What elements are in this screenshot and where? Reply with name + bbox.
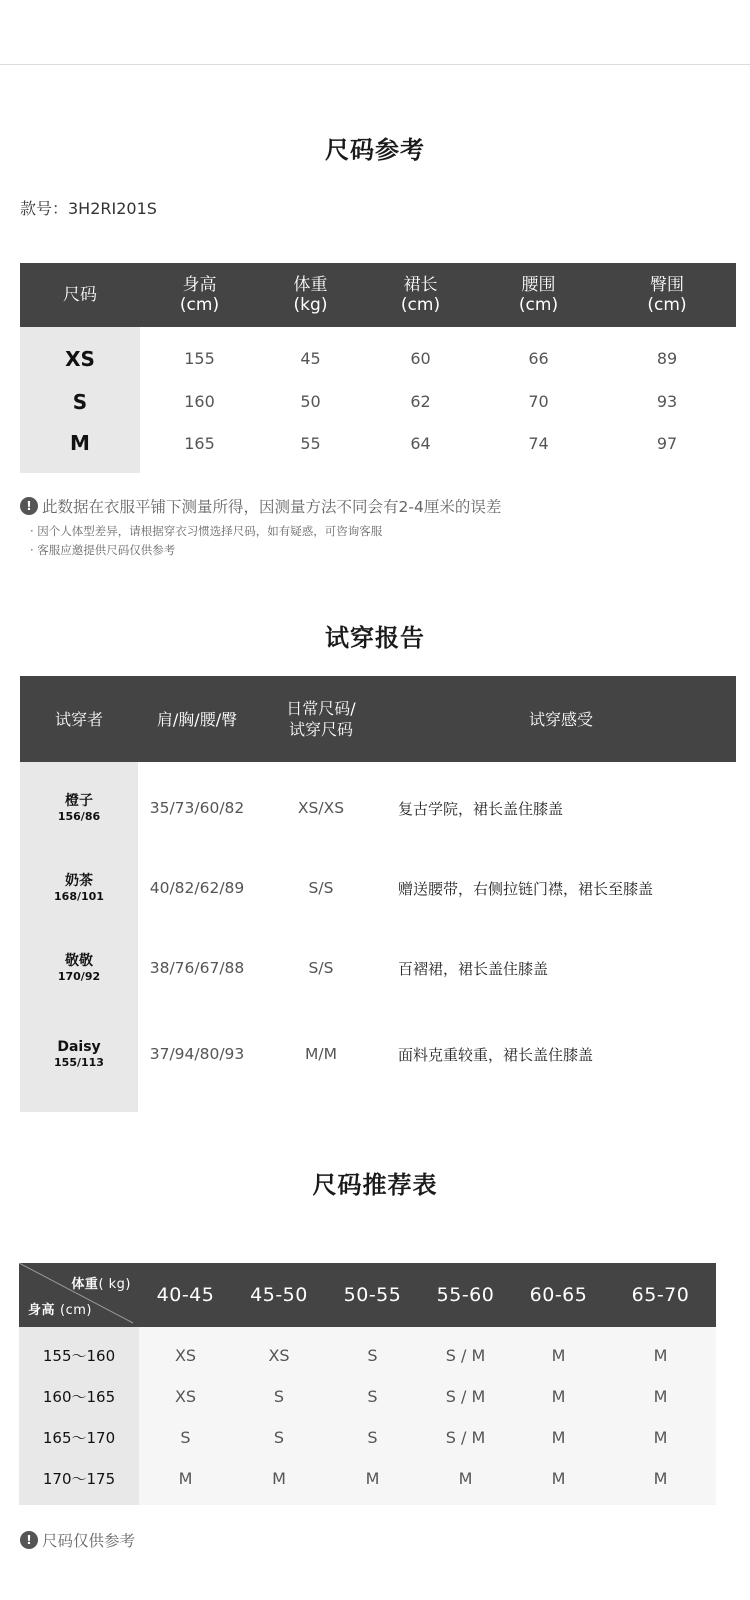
table-cell: S / M xyxy=(419,1417,512,1458)
measurement-note xyxy=(20,495,501,517)
feedback-cell: 面料克重较重，裙长盖住膝盖 xyxy=(398,1045,594,1064)
tester-name: Daisy xyxy=(57,1039,101,1055)
table-row xyxy=(20,327,736,380)
tester-measure: 156/86 xyxy=(57,810,101,823)
table-cell: 89 xyxy=(656,349,678,368)
tester-measure: 170/92 xyxy=(57,970,101,983)
table-header-row xyxy=(19,1263,716,1327)
table-row xyxy=(19,1458,716,1505)
reference-only-note xyxy=(20,1529,135,1551)
table-cell: M xyxy=(605,1458,716,1505)
height-cell: 155～160 xyxy=(19,1327,139,1376)
table-cell: M xyxy=(326,1458,419,1505)
table-cell: 93 xyxy=(656,392,678,411)
table-row xyxy=(20,1008,736,1112)
corner-header xyxy=(19,1263,139,1327)
feedback-cell: 百褶裙，裙长盖住膝盖 xyxy=(398,959,549,978)
table-row xyxy=(19,1417,716,1458)
table-row xyxy=(19,1376,716,1417)
header-skirt-length: 裙长 (cm) xyxy=(362,263,479,327)
table-cell: M xyxy=(139,1458,232,1505)
table-cell: 55 xyxy=(300,433,321,453)
table-cell: 66 xyxy=(528,349,549,368)
table-row xyxy=(19,1327,716,1376)
table-cell: M xyxy=(512,1376,605,1417)
table-row xyxy=(20,762,736,848)
tester-name: 橙子 xyxy=(65,793,93,809)
try-on-report-title: 试穿报告 xyxy=(325,624,425,652)
tester-cell xyxy=(20,928,138,1008)
table-cell: 35/73/60/82 xyxy=(149,799,245,817)
table-cell: S xyxy=(232,1376,326,1417)
weight-header: 60-65 xyxy=(512,1263,605,1327)
height-cell: 165～170 xyxy=(19,1417,139,1458)
table-cell: M xyxy=(605,1376,716,1417)
table-cell: M xyxy=(512,1327,605,1376)
table-cell: M xyxy=(605,1417,716,1458)
table-cell: 155 xyxy=(184,349,215,368)
try-on-report-table xyxy=(20,676,736,1112)
table-cell: 38/76/67/88 xyxy=(149,959,245,977)
size-cell: S xyxy=(20,380,140,423)
table-cell: 50 xyxy=(300,392,321,411)
table-cell: 97 xyxy=(656,433,678,453)
size-reference-title: 尺码参考 xyxy=(325,136,425,164)
table-cell: 60 xyxy=(410,349,431,368)
table-cell: S xyxy=(326,1417,419,1458)
size-recommendation-title: 尺码推荐表 xyxy=(312,1171,438,1199)
header-hip: 臀围 (cm) xyxy=(598,263,736,327)
weight-header: 50-55 xyxy=(326,1263,419,1327)
table-cell: XS xyxy=(139,1376,232,1417)
size-reference-table xyxy=(20,263,736,473)
table-cell: M xyxy=(419,1458,512,1505)
table-header-row xyxy=(20,263,736,327)
table-cell: 64 xyxy=(410,433,431,453)
measurement-note-text: 此数据在衣服平铺下测量所得，因测量方法不同会有2-4厘米的误差 xyxy=(42,498,502,516)
table-cell: S xyxy=(232,1417,326,1458)
header-size: 尺码 xyxy=(20,263,140,327)
table-row xyxy=(20,848,736,928)
header-waist: 腰围 (cm) xyxy=(479,263,598,327)
table-cell: S / M xyxy=(419,1327,512,1376)
table-cell: XS xyxy=(232,1327,326,1376)
tester-cell xyxy=(20,1008,138,1112)
table-header-row xyxy=(20,676,736,762)
table-cell: 160 xyxy=(184,392,215,411)
table-cell: 165 xyxy=(184,433,215,453)
header-weight: 体重 (kg) xyxy=(259,263,362,327)
table-cell: 70 xyxy=(528,392,549,411)
header-feedback: 试穿感受 xyxy=(386,676,736,762)
table-cell: M xyxy=(512,1417,605,1458)
feedback-cell: 赠送腰带，右侧拉链门襟，裙长至膝盖 xyxy=(398,879,654,898)
table-cell: S / M xyxy=(419,1376,512,1417)
table-cell: XS xyxy=(139,1327,232,1376)
table-cell: XS/XS xyxy=(297,799,345,817)
tester-cell xyxy=(20,848,138,928)
note-sub-1: · 因个人体型差异，请根据穿衣习惯选择尺码，如有疑惑，可咨询客服 xyxy=(30,524,383,538)
tester-measure: 168/101 xyxy=(54,890,104,903)
height-cell: 160～165 xyxy=(19,1376,139,1417)
table-cell: 45 xyxy=(300,349,321,368)
info-icon: ! xyxy=(20,497,38,515)
table-cell: M xyxy=(232,1458,326,1505)
table-cell: M xyxy=(605,1327,716,1376)
tester-measure: 155/113 xyxy=(54,1056,104,1069)
table-cell: 62 xyxy=(410,392,431,411)
reference-only-note-text: 尺码仅供参考 xyxy=(42,1532,136,1550)
table-cell: S xyxy=(139,1417,232,1458)
info-icon: ! xyxy=(20,1531,38,1549)
corner-height-label: 身高 (cm) xyxy=(28,1303,93,1318)
table-cell: 74 xyxy=(528,433,549,453)
header-body-measure: 肩/胸/腰/臀 xyxy=(138,676,256,762)
tester-cell xyxy=(20,762,138,848)
top-divider xyxy=(0,64,750,65)
table-row xyxy=(20,928,736,1008)
header-usual-size: 日常尺码/ 试穿尺码 xyxy=(256,676,386,762)
feedback-cell: 复古学院，裙长盖住膝盖 xyxy=(398,799,564,818)
header-tester: 试穿者 xyxy=(20,676,138,762)
table-cell: M xyxy=(512,1458,605,1505)
size-recommendation-table xyxy=(19,1263,716,1505)
table-cell: M/M xyxy=(305,1045,337,1063)
weight-header: 65-70 xyxy=(605,1263,716,1327)
corner-weight-label: 体重( kg) xyxy=(71,1277,131,1292)
table-cell: 40/82/62/89 xyxy=(149,879,245,897)
table-cell: S xyxy=(326,1376,419,1417)
size-cell: M xyxy=(20,423,140,473)
style-number: 款号：3H2RI201S xyxy=(20,199,157,218)
weight-header: 45-50 xyxy=(232,1263,326,1327)
table-cell: S/S xyxy=(308,959,334,977)
table-cell: S xyxy=(326,1327,419,1376)
weight-header: 40-45 xyxy=(139,1263,232,1327)
height-cell: 170～175 xyxy=(19,1458,139,1505)
size-cell: XS xyxy=(20,327,140,380)
table-row xyxy=(20,423,736,473)
table-row xyxy=(20,380,736,423)
header-height: 身高 (cm) xyxy=(140,263,259,327)
note-sub-2: · 客服应邀提供尺码仅供参考 xyxy=(30,543,176,557)
tester-name: 奶茶 xyxy=(65,873,93,889)
weight-header: 55-60 xyxy=(419,1263,512,1327)
table-cell: 37/94/80/93 xyxy=(149,1045,245,1063)
tester-name: 敬敬 xyxy=(65,953,93,969)
table-cell: S/S xyxy=(308,879,334,897)
